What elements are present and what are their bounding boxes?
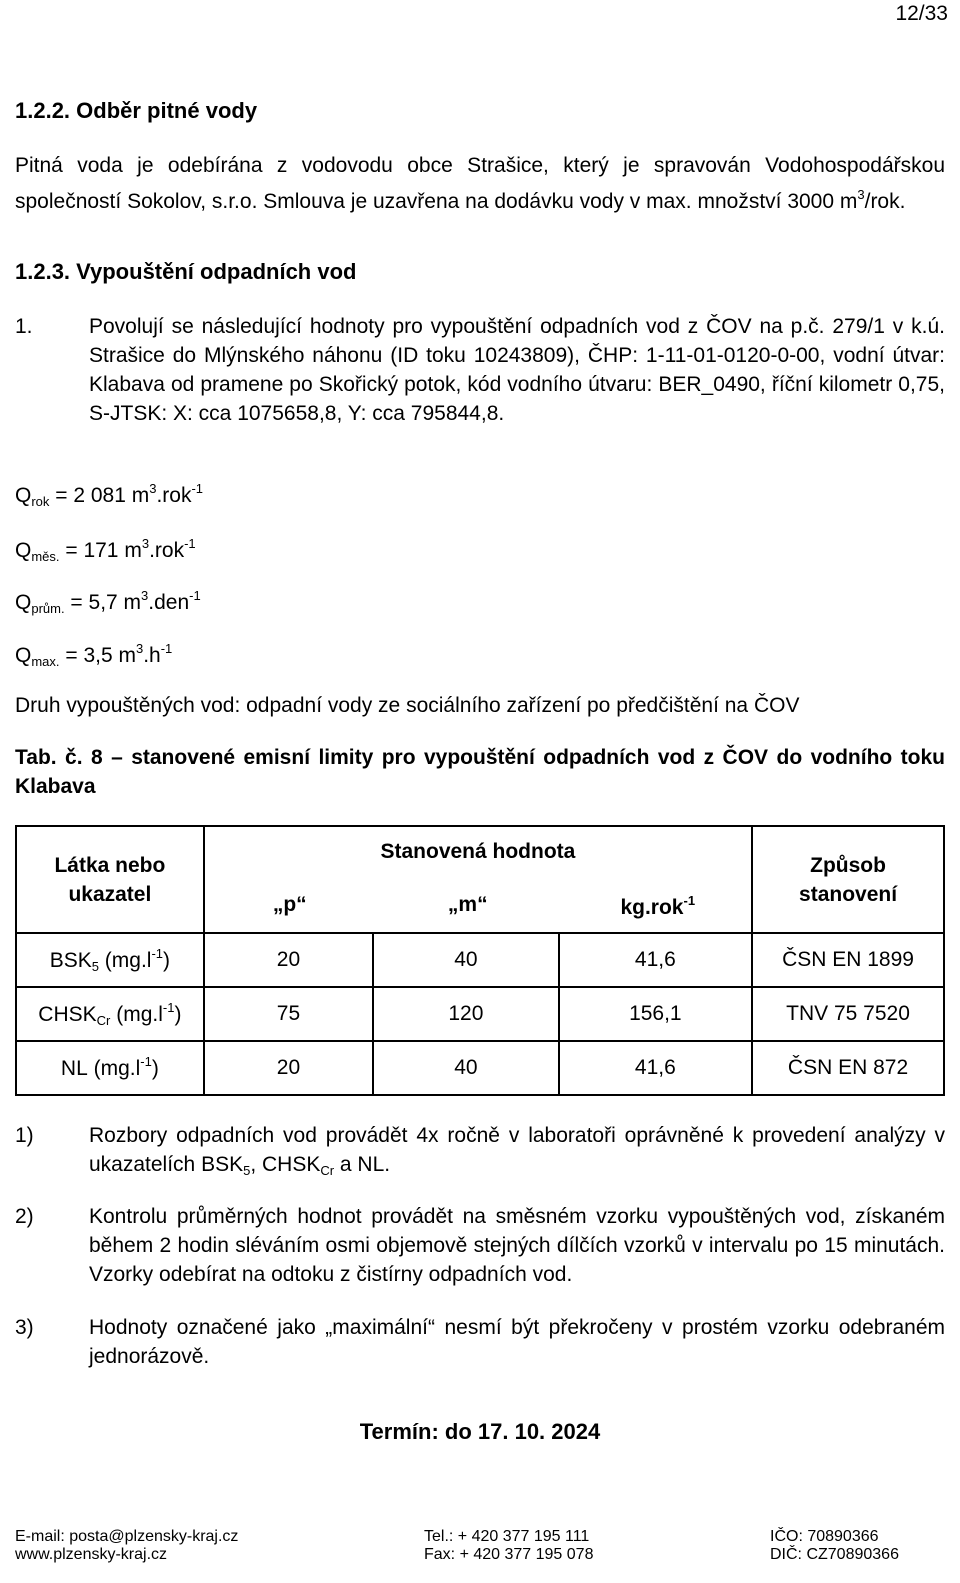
note-number: 1) — [15, 1124, 34, 1147]
note-text: Hodnoty označené jako „maximální“ nesmí být překročeny v prostém vzorku odebraném jednorázově. — [89, 1316, 945, 1368]
note-text: Rozbory odpadních vod provádět 4x ročně v laboratoři oprávněné k provedení analýzy v ukazatelích $BSK_5$, $CHSK_{Cr}$ a NL. — [89, 1124, 945, 1178]
drinking-water-paragraph — [15, 151, 945, 216]
note-1 — [15, 1121, 945, 1185]
flow-q-prum: $Q_{prům.} = 5,7$ $m^3.den^{-1}$ — [15, 588, 201, 616]
cell-method: ČSN EN 872 — [752, 1041, 944, 1095]
superscript: 3 — [857, 187, 865, 202]
cell-substance: $CHSK_{Cr}$ $(mg.l^{-1})$ — [16, 987, 204, 1041]
flow-q-mes: $Q_{měs.} = 171$ $m^3.rok^{-1}$ — [15, 536, 196, 564]
permit-item-number: 1. — [15, 315, 33, 338]
footer-ico: IČO: 70890366 — [770, 1528, 879, 1545]
paragraph-text-end: /rok. — [864, 190, 906, 213]
cell-method: TNV 75 7520 — [752, 987, 944, 1041]
cell-kg: 41,6 — [559, 933, 752, 987]
footer-fax: Fax: + 420 377 195 078 — [424, 1546, 594, 1563]
cell-p: 75 — [204, 987, 373, 1041]
footer-dic: DIČ: CZ70890366 — [770, 1546, 899, 1563]
table-row — [16, 1041, 944, 1095]
flow-q-rok: $Q_{rok} = 2$ 081 $m^3.rok^{-1}$ — [15, 481, 204, 509]
table-caption: Tab. č. 8 – stanovené emisní limity pro vypouštění odpadních vod z ČOV do vodního toku Klabava — [15, 746, 945, 798]
table-row — [16, 987, 944, 1041]
header-substance: Látka nebo ukazatel — [16, 826, 204, 933]
footer-contact — [15, 1528, 238, 1564]
emission-limits-table — [15, 825, 945, 1096]
cell-m: 40 — [373, 933, 558, 987]
note-number: 2) — [15, 1205, 34, 1228]
footer-email[interactable]: E-mail: posta@plzensky-kraj.cz — [15, 1528, 239, 1545]
deadline: Termín: do 17. 10. 2024 — [359, 1419, 601, 1444]
cell-kg: 156,1 — [559, 987, 752, 1041]
page-number: 12/33 — [895, 2, 948, 25]
wastewater-type: Druh vypouštěných vod: odpadní vody ze sociálního zařízení po předčištění na ČOV — [15, 694, 800, 717]
cell-m: 40 — [373, 1041, 558, 1095]
section-title-drinking-water: 1.2.2. Odběr pitné vody — [15, 98, 258, 123]
header-p: „p“ — [272, 893, 307, 916]
cell-p: 20 — [204, 933, 373, 987]
table-row — [16, 933, 944, 987]
note-2 — [15, 1202, 945, 1289]
cell-substance: NL $(mg.l^{-1})$ — [16, 1041, 204, 1095]
header-kg: kg.rok$^{-1}$ — [620, 893, 696, 919]
cell-kg: 41,6 — [559, 1041, 752, 1095]
paragraph-text: Pitná voda je odebírána z vodovodu obce Strašice, který je spravován Vodohospodářskou společností Sokolov, s.r.o. Smlouva je uzavřena na dodávku vody v max. množství 3000 m — [15, 154, 945, 213]
note-text: Kontrolu průměrných hodnot provádět na směsném vzorku vypouštěných vod, získaném během 2 hodin sléváním osmi objemově stejných dílčích vzorků v intervalu po 15 minutách. Vzorky odebírat na odtoku z čistírny odpadních vod. — [89, 1205, 945, 1286]
cell-m: 120 — [373, 987, 558, 1041]
header-value: Stanovená hodnota — [380, 840, 576, 863]
cell-method: ČSN EN 1899 — [752, 933, 944, 987]
header-m: „m“ — [447, 893, 488, 916]
footer-web[interactable]: www.plzensky-kraj.cz — [15, 1546, 168, 1563]
note-3 — [15, 1313, 945, 1371]
permit-item — [15, 312, 945, 428]
footer-phone — [424, 1528, 593, 1564]
footer-ids — [770, 1528, 899, 1564]
permit-item-text: Povolují se následující hodnoty pro vypouštění odpadních vod z ČOV na p.č. 279/1 v k.ú. Strašice do Mlýnského náhonu (ID toku 10243809), ČHP: 1-11-01-0120-0-00, vodní útvar: Klabava od pramene po Skořický potok, kód vodního útvaru: BER_0490, říční kilometr 0,75, S-JTSK: X: cca 1075658,8, Y: cca 795844,8. — [89, 315, 945, 425]
header-value-group — [204, 826, 752, 933]
footer-tel: Tel.: + 420 377 195 111 — [424, 1528, 590, 1545]
cell-p: 20 — [204, 1041, 373, 1095]
table-header-row — [16, 826, 944, 933]
header-method: Způsob stanovení — [752, 826, 944, 933]
cell-substance: $BSK_5$ $(mg.l^{-1})$ — [16, 933, 204, 987]
flow-q-max: $Q_{max.} = 3,5$ $m^3.h^{-1}$ — [15, 641, 173, 669]
note-number: 3) — [15, 1316, 34, 1339]
section-title-wastewater: 1.2.3. Vypouštění odpadních vod — [15, 259, 357, 284]
